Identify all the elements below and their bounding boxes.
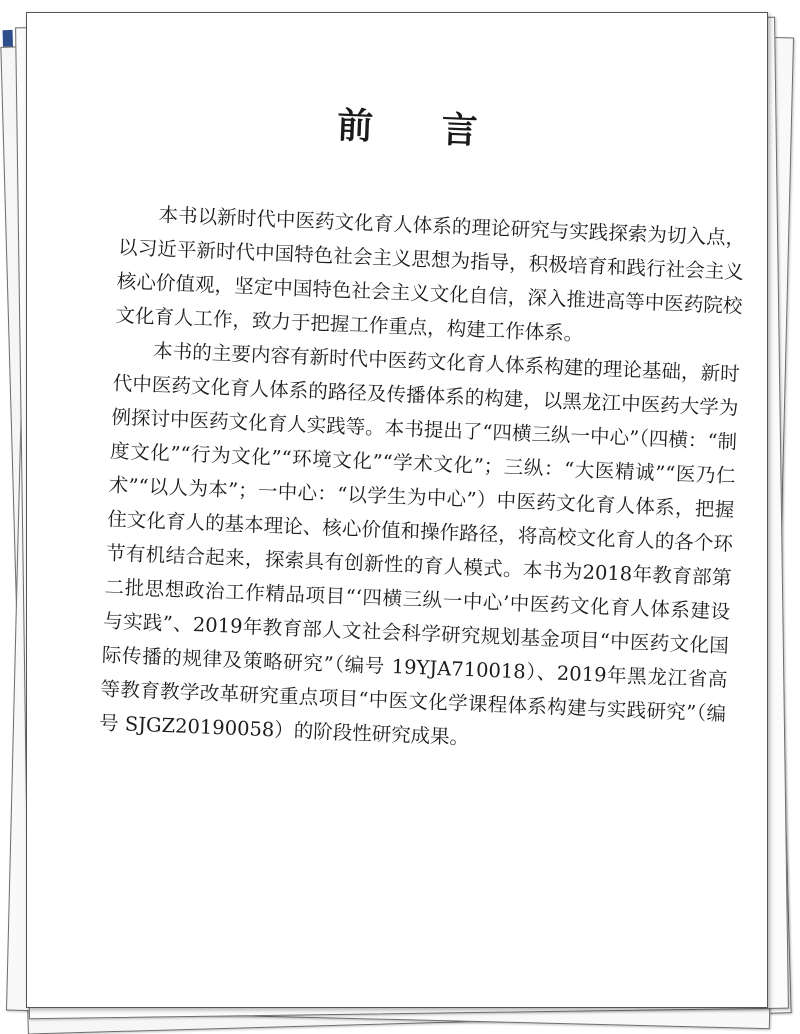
- body-text: [98, 197, 745, 766]
- page-title: 前 言: [336, 104, 507, 154]
- paragraph-2: 本书的主要内容有新时代中医药文化育人体系构建的理论基础，新时代中医药文化育人体系的路径及传播体系的构建，以黑龙江中医药大学为例探讨中医药文化育人实践等。本书提出了“四横三纵一中心”（四横：“制度文化”“行为文化”“环境文化”“学术文化”；三纵：“大医精诚”“医乃仁术”“以人为本”；一中心：“以学生为中心”）中医药文化育人体系，把握住文化育人的基本理论、核心价值和操作路径，将高校文化育人的各个环节有机结合起来，探索具有创新性的育人模式。本书为2018年教育部第二批思想政治工作精品项目“‘四横三纵一中心’中医药文化育人体系建设与实践”、2019年教育部人文社会科学研究规划基金项目“中医药文化国际传播的规律及策略研究”（编号 19YJA710018）、2019年黑龙江省高等教育教学改革研究重点项目“中医文化学课程体系构建与实践研究”（编号 SJGZ20190058）的阶段性研究成果。: [98, 339, 741, 750]
- page-content: [2, 0, 781, 1020]
- paragraph-1: 本书以新时代中医药文化育人体系的理论研究与实践探索为切入点，以习近平新时代中国特色社会主义思想为指导，积极培育和践行社会主义核心价值观，坚定中国特色社会主义文化自信，深入推进高等中医药院校文化育人工作，致力于把握工作重点，构建工作体系。: [115, 203, 746, 346]
